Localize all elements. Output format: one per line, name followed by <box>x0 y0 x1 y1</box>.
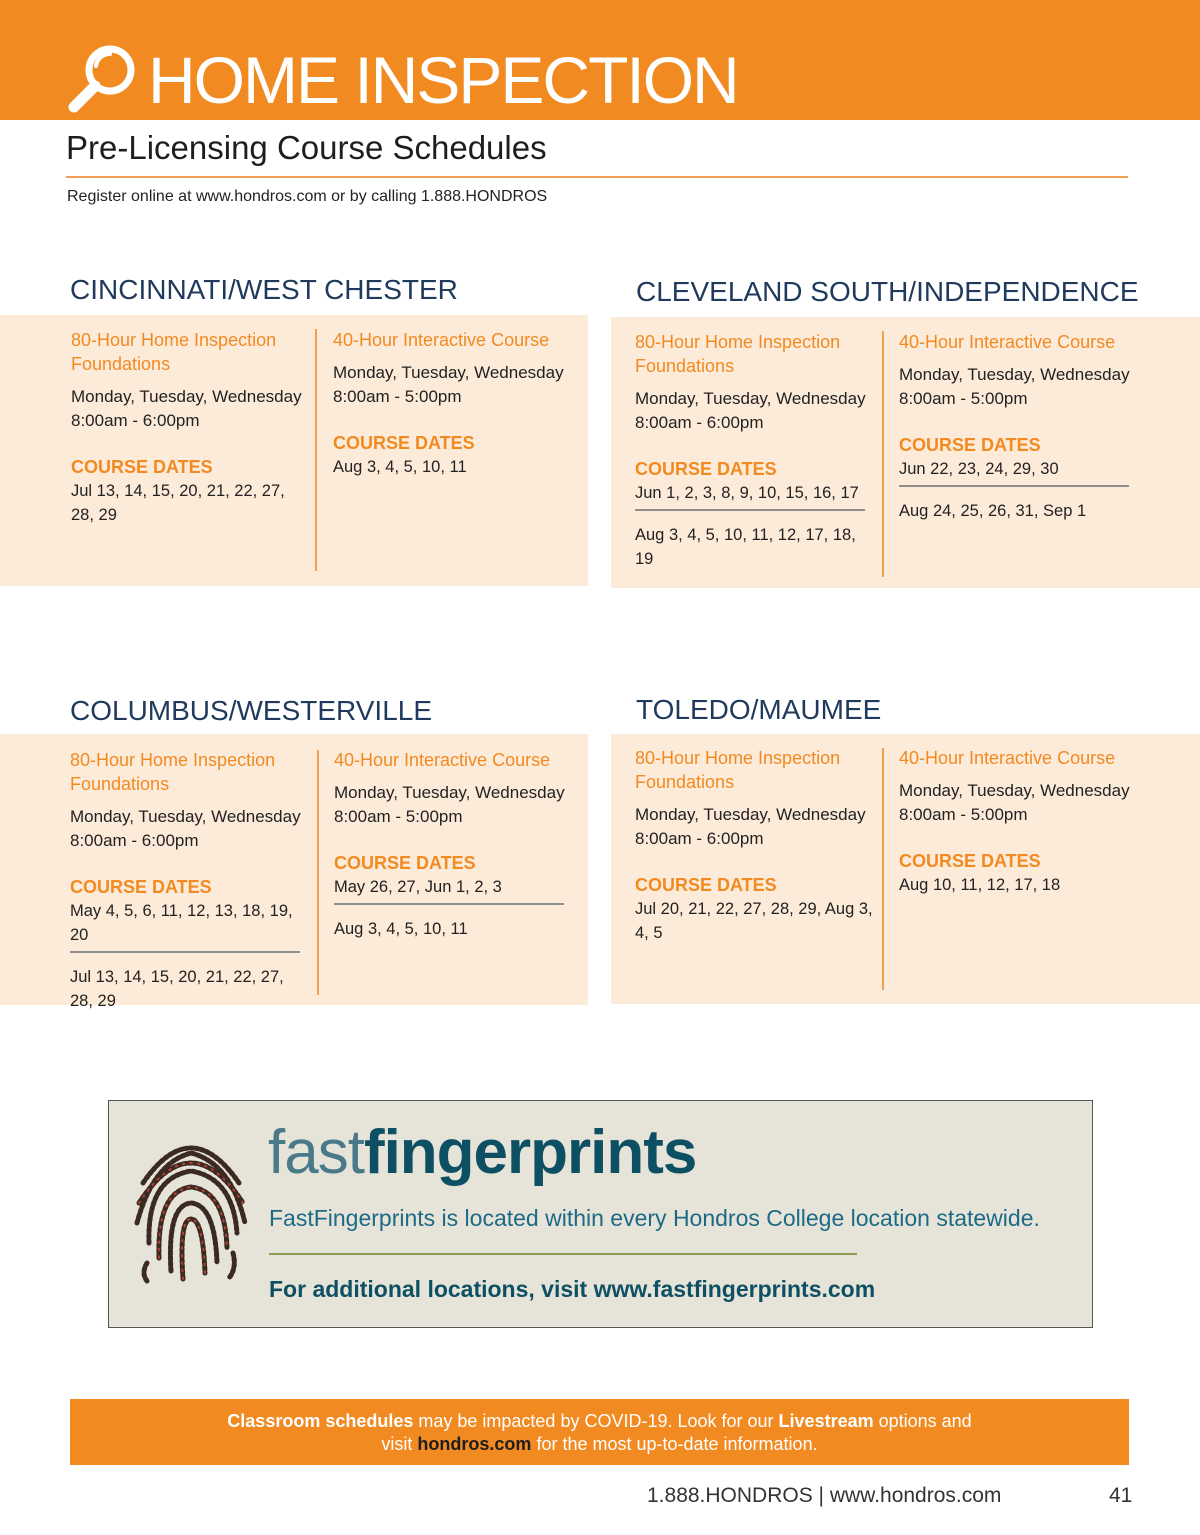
covid-notice-line-1 <box>70 1410 1129 1433</box>
magnifier-icon <box>66 42 138 114</box>
course-name: 40-Hour Interactive Course <box>333 330 550 350</box>
course-dates: Aug 10, 11, 12, 17, 18 <box>899 876 1061 894</box>
course-schedule <box>334 781 574 829</box>
course-name: 80-Hour Home Inspection Foundations <box>70 750 276 794</box>
course-80-hour <box>70 748 310 1013</box>
course-dates-label: COURSE DATES <box>71 457 213 477</box>
course-40-hour <box>899 330 1139 523</box>
dates-divider <box>635 509 865 511</box>
page-title: HOME INSPECTION <box>148 43 738 117</box>
subtitle-divider <box>66 176 1128 178</box>
course-days: Monday, Tuesday, Wednesday <box>635 389 866 408</box>
course-dates: May 4, 5, 6, 11, 12, 13, 18, 19, 20 <box>70 902 293 944</box>
dates-divider <box>334 903 564 905</box>
notice-emphasis: Livestream <box>778 1411 874 1431</box>
course-dates-label: COURSE DATES <box>333 433 475 453</box>
course-hours: 8:00am - 6:00pm <box>635 413 764 432</box>
course-dates: Jul 13, 14, 15, 20, 21, 22, 27, 28, 29 <box>70 968 284 1010</box>
fastfingerprints-ad <box>108 1100 1093 1328</box>
location-title-cleveland: CLEVELAND SOUTH/INDEPENDENCE <box>636 276 1139 307</box>
covid-notice-line-2 <box>70 1433 1129 1456</box>
notice-text: options and <box>873 1411 972 1431</box>
notice-text: for the most up-to-date information. <box>531 1434 818 1454</box>
location-title-toledo: TOLEDO/MAUMEE <box>636 694 882 725</box>
course-schedule <box>899 779 1139 827</box>
hondros-link[interactable]: hondros.com <box>417 1434 532 1454</box>
column-divider <box>882 748 884 990</box>
course-hours: 8:00am - 6:00pm <box>71 411 200 430</box>
course-80-hour <box>71 328 311 527</box>
course-dates: Aug 3, 4, 5, 10, 11 <box>334 920 468 938</box>
course-schedule <box>635 803 875 851</box>
page-number: 41 <box>1109 1484 1133 1507</box>
location-title-columbus: COLUMBUS/WESTERVILLE <box>70 695 433 726</box>
location-title-cincinnati: CINCINNATI/WEST CHESTER <box>70 274 458 305</box>
course-40-hour <box>333 328 573 479</box>
location-panel-columbus <box>0 734 588 1010</box>
fastfingerprints-divider <box>269 1253 857 1255</box>
notice-text: visit <box>381 1434 418 1454</box>
course-dates: Aug 3, 4, 5, 10, 11 <box>333 458 467 476</box>
course-dates: May 26, 27, Jun 1, 2, 3 <box>334 878 502 896</box>
course-name: 80-Hour Home Inspection Foundations <box>635 748 841 792</box>
location-panel-cincinnati <box>0 315 588 586</box>
course-hours: 8:00am - 5:00pm <box>899 389 1028 408</box>
register-info: Register online at www.hondros.com or by calling 1.888.HONDROS <box>67 188 548 205</box>
covid-notice <box>70 1399 1129 1465</box>
page-subtitle: Pre-Licensing Course Schedules <box>66 129 547 166</box>
course-days: Monday, Tuesday, Wednesday <box>333 363 564 382</box>
course-schedule <box>333 361 573 409</box>
fastfingerprints-tagline: FastFingerprints is located within every Hondros College location statewide. <box>269 1205 1040 1231</box>
notice-emphasis: Classroom schedules <box>227 1411 414 1431</box>
column-divider <box>317 750 319 995</box>
course-dates-label: COURSE DATES <box>899 435 1041 455</box>
fingerprint-icon <box>133 1123 249 1285</box>
course-dates-label: COURSE DATES <box>635 459 777 479</box>
course-hours: 8:00am - 6:00pm <box>635 829 764 848</box>
fastfingerprints-link[interactable]: For additional locations, visit www.fastfingerprints.com <box>269 1276 876 1302</box>
course-name: 80-Hour Home Inspection Foundations <box>635 332 841 376</box>
course-dates-label: COURSE DATES <box>334 853 476 873</box>
course-days: Monday, Tuesday, Wednesday <box>899 781 1130 800</box>
course-dates: Aug 3, 4, 5, 10, 11, 12, 17, 18, 19 <box>635 526 856 568</box>
course-days: Monday, Tuesday, Wednesday <box>635 805 866 824</box>
column-divider <box>882 331 884 577</box>
logo-fast: fast <box>268 1118 364 1187</box>
course-dates: Jun 22, 23, 24, 29, 30 <box>899 460 1059 478</box>
course-days: Monday, Tuesday, Wednesday <box>334 783 565 802</box>
course-dates: Aug 24, 25, 26, 31, Sep 1 <box>899 502 1087 520</box>
notice-text: may be impacted by COVID-19. Look for our <box>413 1411 779 1431</box>
course-hours: 8:00am - 5:00pm <box>899 805 1028 824</box>
course-40-hour <box>899 746 1139 897</box>
course-80-hour <box>635 330 875 571</box>
course-name: 80-Hour Home Inspection Foundations <box>71 330 277 374</box>
footer-contact: 1.888.HONDROS | www.hondros.com <box>647 1484 1002 1507</box>
course-days: Monday, Tuesday, Wednesday <box>71 387 302 406</box>
course-dates-label: COURSE DATES <box>70 877 212 897</box>
course-schedule <box>71 385 311 433</box>
course-40-hour <box>334 748 574 941</box>
course-name: 40-Hour Interactive Course <box>334 750 551 770</box>
course-hours: 8:00am - 5:00pm <box>333 387 462 406</box>
course-80-hour <box>635 746 875 945</box>
logo-fingerprints: fingerprints <box>363 1118 697 1187</box>
course-hours: 8:00am - 5:00pm <box>334 807 463 826</box>
course-schedule <box>70 805 310 853</box>
location-panel-cleveland <box>611 317 1200 588</box>
course-dates: Jul 13, 14, 15, 20, 21, 22, 27, 28, 29 <box>71 482 285 524</box>
course-name: 40-Hour Interactive Course <box>899 332 1116 352</box>
fastfingerprints-logo <box>268 1113 696 1193</box>
course-schedule <box>899 363 1139 411</box>
course-days: Monday, Tuesday, Wednesday <box>899 365 1130 384</box>
course-days: Monday, Tuesday, Wednesday <box>70 807 301 826</box>
course-dates: Jul 20, 21, 22, 27, 28, 29, Aug 3, 4, 5 <box>635 900 873 942</box>
course-schedule <box>635 387 875 435</box>
course-dates: Jun 1, 2, 3, 8, 9, 10, 15, 16, 17 <box>635 484 859 502</box>
course-dates-label: COURSE DATES <box>635 875 777 895</box>
course-dates-label: COURSE DATES <box>899 851 1041 871</box>
course-hours: 8:00am - 6:00pm <box>70 831 199 850</box>
column-divider <box>315 329 317 571</box>
dates-divider <box>70 951 300 953</box>
course-name: 40-Hour Interactive Course <box>899 748 1116 768</box>
location-panel-toledo <box>611 734 1200 1004</box>
dates-divider <box>899 485 1129 487</box>
